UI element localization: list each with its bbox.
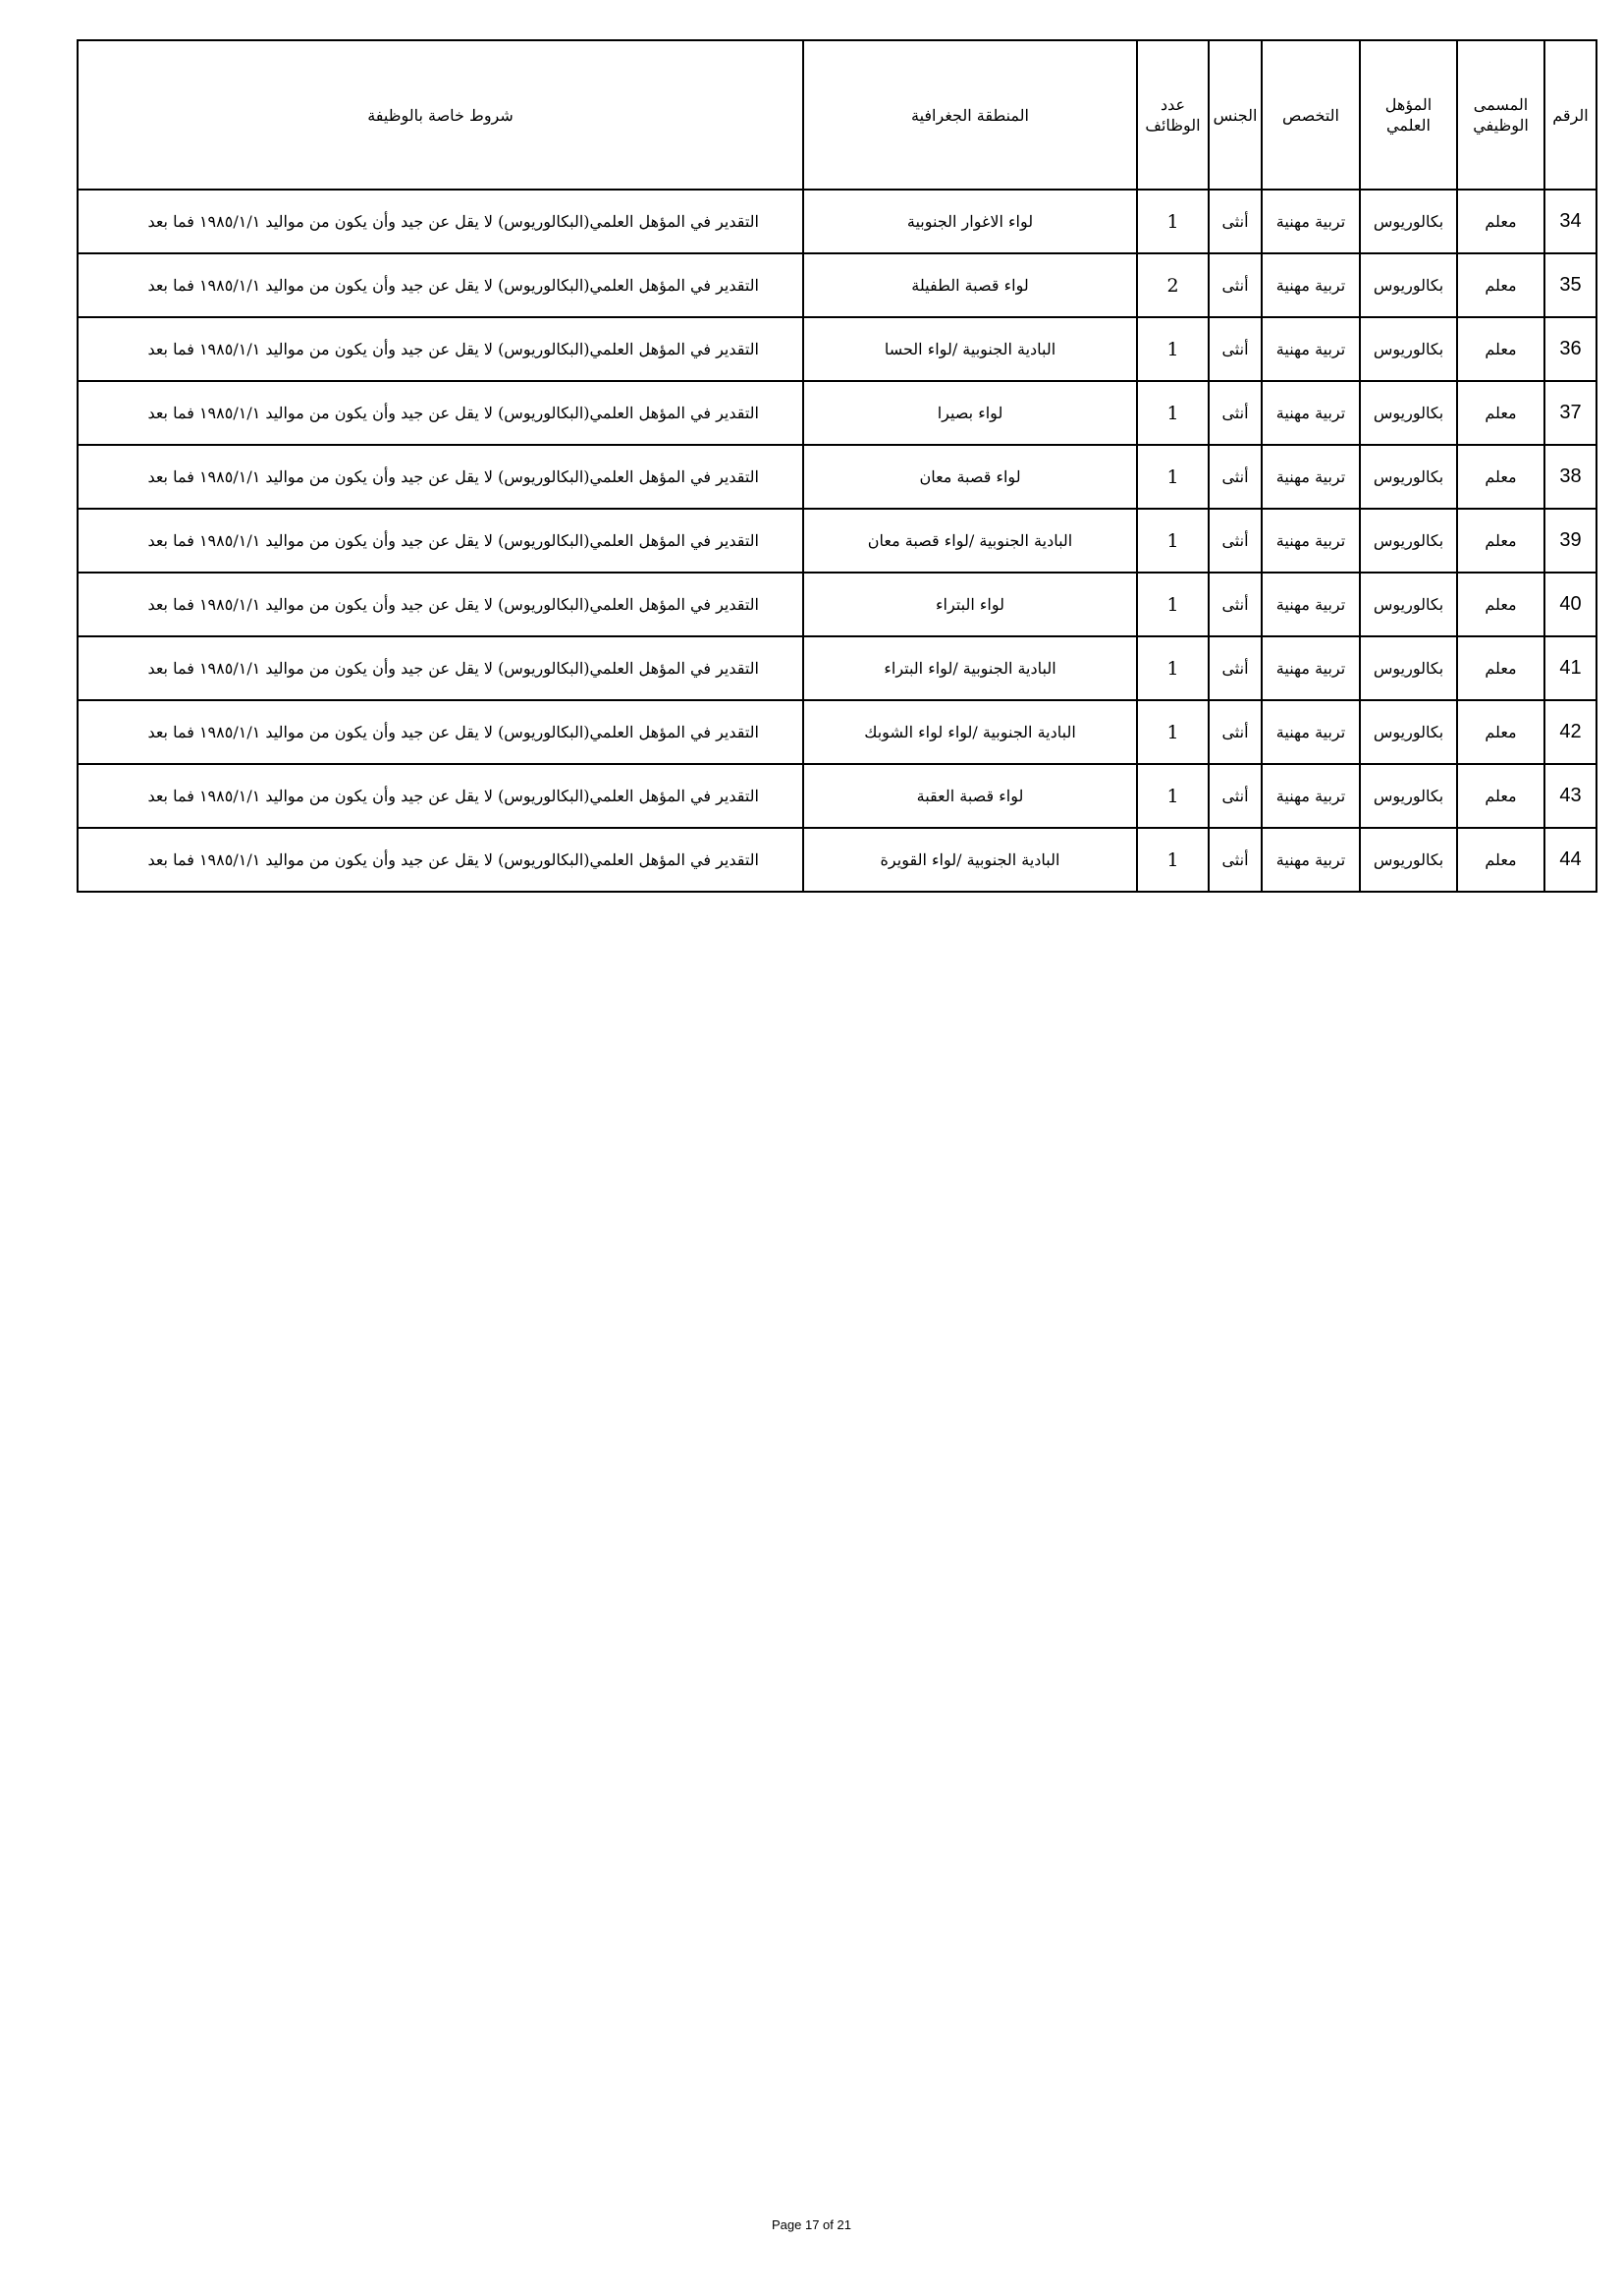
cell-job-title: معلم	[1457, 253, 1544, 317]
table-row	[78, 573, 1596, 636]
cell-count: 1	[1137, 828, 1209, 892]
cell-number: 43	[1544, 764, 1596, 828]
table-row	[78, 700, 1596, 764]
cell-specialization: تربية مهنية	[1262, 700, 1360, 764]
cell-number: 34	[1544, 190, 1596, 253]
cell-gender: أنثى	[1209, 381, 1262, 445]
table-row	[78, 445, 1596, 509]
cell-job-title: معلم	[1457, 381, 1544, 445]
cell-region: لواء قصبة العقبة	[803, 764, 1137, 828]
header-qualification: المؤهل العلمي	[1360, 40, 1457, 190]
cell-job-title: معلم	[1457, 700, 1544, 764]
cell-count: 1	[1137, 573, 1209, 636]
cell-qualification: بكالوريوس	[1360, 636, 1457, 700]
table-row	[78, 764, 1596, 828]
cell-gender: أنثى	[1209, 190, 1262, 253]
cell-gender: أنثى	[1209, 445, 1262, 509]
header-conditions: شروط خاصة بالوظيفة	[78, 40, 803, 190]
cell-region: البادية الجنوبية /لواء البتراء	[803, 636, 1137, 700]
cell-qualification: بكالوريوس	[1360, 764, 1457, 828]
cell-number: 35	[1544, 253, 1596, 317]
cell-number: 37	[1544, 381, 1596, 445]
cell-specialization: تربية مهنية	[1262, 636, 1360, 700]
cell-conditions: التقدير في المؤهل العلمي(البكالوريوس) لا يقل عن جيد وأن يكون من مواليد ١٩٨٥/١/١ فما بعد	[78, 764, 803, 828]
cell-count: 1	[1137, 381, 1209, 445]
cell-qualification: بكالوريوس	[1360, 828, 1457, 892]
cell-job-title: معلم	[1457, 445, 1544, 509]
cell-gender: أنثى	[1209, 509, 1262, 573]
cell-specialization: تربية مهنية	[1262, 445, 1360, 509]
cell-specialization: تربية مهنية	[1262, 190, 1360, 253]
header-number: الرقم	[1544, 40, 1596, 190]
header-gender: الجنس	[1209, 40, 1262, 190]
cell-qualification: بكالوريوس	[1360, 445, 1457, 509]
table-row	[78, 317, 1596, 381]
cell-count: 1	[1137, 190, 1209, 253]
cell-gender: أنثى	[1209, 253, 1262, 317]
cell-count: 1	[1137, 700, 1209, 764]
cell-region: لواء بصيرا	[803, 381, 1137, 445]
cell-count: 1	[1137, 509, 1209, 573]
cell-job-title: معلم	[1457, 317, 1544, 381]
cell-specialization: تربية مهنية	[1262, 764, 1360, 828]
table-row	[78, 636, 1596, 700]
cell-job-title: معلم	[1457, 573, 1544, 636]
cell-number: 40	[1544, 573, 1596, 636]
cell-region: لواء قصبة معان	[803, 445, 1137, 509]
cell-conditions: التقدير في المؤهل العلمي(البكالوريوس) لا يقل عن جيد وأن يكون من مواليد ١٩٨٥/١/١ فما بعد	[78, 253, 803, 317]
cell-specialization: تربية مهنية	[1262, 828, 1360, 892]
cell-qualification: بكالوريوس	[1360, 573, 1457, 636]
table-row	[78, 509, 1596, 573]
cell-region: البادية الجنوبية /لواء القويرة	[803, 828, 1137, 892]
cell-number: 39	[1544, 509, 1596, 573]
cell-job-title: معلم	[1457, 190, 1544, 253]
table-header-row	[78, 40, 1596, 190]
cell-count: 2	[1137, 253, 1209, 317]
cell-qualification: بكالوريوس	[1360, 700, 1457, 764]
cell-conditions: التقدير في المؤهل العلمي(البكالوريوس) لا يقل عن جيد وأن يكون من مواليد ١٩٨٥/١/١ فما بعد	[78, 509, 803, 573]
header-job-title: المسمى الوظيفي	[1457, 40, 1544, 190]
cell-qualification: بكالوريوس	[1360, 317, 1457, 381]
cell-count: 1	[1137, 317, 1209, 381]
table-row	[78, 253, 1596, 317]
header-region: المنطقة الجغرافية	[803, 40, 1137, 190]
cell-number: 44	[1544, 828, 1596, 892]
cell-conditions: التقدير في المؤهل العلمي(البكالوريوس) لا يقل عن جيد وأن يكون من مواليد ١٩٨٥/١/١ فما بعد	[78, 190, 803, 253]
cell-number: 42	[1544, 700, 1596, 764]
cell-conditions: التقدير في المؤهل العلمي(البكالوريوس) لا يقل عن جيد وأن يكون من مواليد ١٩٨٥/١/١ فما بعد	[78, 700, 803, 764]
cell-conditions: التقدير في المؤهل العلمي(البكالوريوس) لا يقل عن جيد وأن يكون من مواليد ١٩٨٥/١/١ فما بعد	[78, 317, 803, 381]
cell-gender: أنثى	[1209, 636, 1262, 700]
table-row	[78, 381, 1596, 445]
header-specialization: التخصص	[1262, 40, 1360, 190]
cell-count: 1	[1137, 445, 1209, 509]
cell-qualification: بكالوريوس	[1360, 509, 1457, 573]
cell-conditions: التقدير في المؤهل العلمي(البكالوريوس) لا يقل عن جيد وأن يكون من مواليد ١٩٨٥/١/١ فما بعد	[78, 573, 803, 636]
cell-conditions: التقدير في المؤهل العلمي(البكالوريوس) لا يقل عن جيد وأن يكون من مواليد ١٩٨٥/١/١ فما بعد	[78, 445, 803, 509]
cell-number: 38	[1544, 445, 1596, 509]
cell-job-title: معلم	[1457, 764, 1544, 828]
cell-specialization: تربية مهنية	[1262, 509, 1360, 573]
cell-gender: أنثى	[1209, 764, 1262, 828]
cell-count: 1	[1137, 764, 1209, 828]
table-row	[78, 190, 1596, 253]
cell-gender: أنثى	[1209, 317, 1262, 381]
cell-region: لواء قصبة الطفيلة	[803, 253, 1137, 317]
cell-region: البادية الجنوبية /لواء لواء الشوبك	[803, 700, 1137, 764]
cell-specialization: تربية مهنية	[1262, 253, 1360, 317]
cell-conditions: التقدير في المؤهل العلمي(البكالوريوس) لا يقل عن جيد وأن يكون من مواليد ١٩٨٥/١/١ فما بعد	[78, 636, 803, 700]
cell-job-title: معلم	[1457, 509, 1544, 573]
header-count: عدد الوظائف	[1137, 40, 1209, 190]
cell-qualification: بكالوريوس	[1360, 253, 1457, 317]
cell-gender: أنثى	[1209, 573, 1262, 636]
cell-region: لواء البتراء	[803, 573, 1137, 636]
cell-specialization: تربية مهنية	[1262, 381, 1360, 445]
page-number-footer: Page 17 of 21	[772, 2217, 851, 2232]
cell-conditions: التقدير في المؤهل العلمي(البكالوريوس) لا يقل عن جيد وأن يكون من مواليد ١٩٨٥/١/١ فما بعد	[78, 828, 803, 892]
table-row	[78, 828, 1596, 892]
cell-conditions: التقدير في المؤهل العلمي(البكالوريوس) لا يقل عن جيد وأن يكون من مواليد ١٩٨٥/١/١ فما بعد	[78, 381, 803, 445]
cell-gender: أنثى	[1209, 828, 1262, 892]
cell-count: 1	[1137, 636, 1209, 700]
cell-specialization: تربية مهنية	[1262, 317, 1360, 381]
cell-number: 41	[1544, 636, 1596, 700]
cell-qualification: بكالوريوس	[1360, 381, 1457, 445]
cell-job-title: معلم	[1457, 828, 1544, 892]
cell-specialization: تربية مهنية	[1262, 573, 1360, 636]
cell-region: البادية الجنوبية /لواء الحسا	[803, 317, 1137, 381]
cell-region: لواء الاغوار الجنوبية	[803, 190, 1137, 253]
cell-qualification: بكالوريوس	[1360, 190, 1457, 253]
cell-number: 36	[1544, 317, 1596, 381]
cell-region: البادية الجنوبية /لواء قصبة معان	[803, 509, 1137, 573]
cell-gender: أنثى	[1209, 700, 1262, 764]
cell-job-title: معلم	[1457, 636, 1544, 700]
jobs-table	[77, 39, 1597, 893]
